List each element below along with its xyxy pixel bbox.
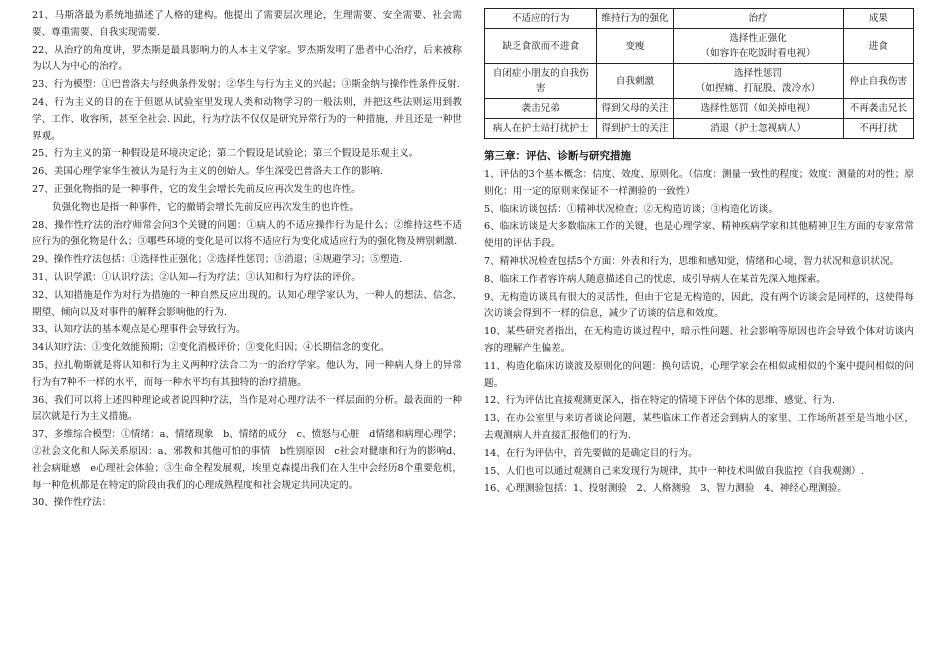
table-cell: 选择性惩罚 （如捏痛、打屁股、泼冷水）	[673, 64, 843, 99]
ch3-note-14: 14、在行为评估中，首先要做的是确定目的行为。	[484, 447, 698, 459]
table-row	[485, 99, 914, 119]
note-32: 32、认知措施是作为对行为措施的一种自然反应出现的。认知心理学家认为，一种人的想法、信念、期望、倾向以及对事件的解释会影响他的行为.	[32, 289, 462, 318]
ch3-note-7: 7、精神状况检查包括5个方面：外表和行为，思维和感知觉，情绪和心境，智力状况和意识状况。	[484, 255, 900, 267]
note-31: 31、认识学派：①认识疗法；②认知—行为疗法；③认知和行为疗法的评价。	[32, 271, 361, 283]
note-27: 27、正强化物指的是一种事件，它的发生会增长先前反应再次发生的也许性。	[32, 183, 361, 195]
chapter-title: 第三章：评估、诊断与研究措施	[484, 150, 631, 162]
right-column	[484, 8, 914, 499]
ch3-note-13: 13、在办公室里与来访者谈论问题，某些临床工作者还会到病人的家里、工作场所甚至是当地小区，去观测病人并直接汇报他们的行为.	[484, 413, 914, 441]
note-36: 36、我们可以将上述四种理论或者说四种疗法，当作是对心理疗法不一样层面的分析。最表面的一种层次就是行为主义措施。	[32, 394, 462, 423]
ch3-note-10: 10、某些研究者指出，在无构造访谈过程中，暗示性问题、社会影响等原因也许会导致个体对访谈内容的理解产生偏差。	[484, 326, 914, 354]
note-25: 25、行为主义的第一种假设是环境决定论；第二个假设是试验论；第三个假设是乐观主义。	[32, 148, 419, 160]
table-header: 不适应的行为	[485, 9, 597, 29]
table-cell: 袭击兄弟	[485, 99, 597, 119]
table-header: 治疗	[673, 9, 843, 29]
left-column	[32, 8, 462, 513]
note-22: 22、从治疗的角度讲，罗杰斯是最具影响力的人本主义学家。罗杰斯发明了患者中心治疗，后来被称为以人为中心的治疗。	[32, 44, 462, 73]
table-cell: 病人在护士站打扰护士	[485, 119, 597, 139]
table-cell: 不再袭击兄长	[843, 99, 913, 119]
table-cell: 变瘦	[597, 29, 673, 64]
note-28: 28、操作性疗法的治疗师常会问3个关键的问题：①病人的不适应操作行为是什么；②维持这些不适应行为的强化物是什么；③哪些环境的变化是可以将不适应行为变化成适应行为的强化物及辨别刺激.	[32, 219, 462, 248]
table-cell: 自我刺激	[597, 64, 673, 99]
table-cell: 进食	[843, 29, 913, 64]
table-row	[485, 119, 914, 139]
ch3-note-12: 12、行为评估比直接观测更深入，指在特定的情境下评估个体的思维、感觉、行为.	[484, 395, 836, 407]
note-27-negative: 负强化物也是指一种事件，它的撤销会增长先前反应再次发生的也许性。	[52, 201, 359, 213]
table-cell: 不再打扰	[843, 119, 913, 139]
ch3-note-11: 11、构造化临床访谈波及原则化的问题：换句话说，心理学家会在相似或相似的个案中提问相似的问题。	[484, 360, 914, 389]
ch3-note-15: 15、人们也可以通过观测自己来发现行为规律，其中一种技术叫做自我监控（自我观测）.	[484, 465, 864, 477]
ch3-note-9: 9、无构造访谈具有很大的灵活性，但由于它是无构造的，因此，没有两个访谈会是同样的，这使得每次访谈会得到不一样的信息，减少了访谈的信息和效度。	[484, 291, 914, 320]
table-cell: 选择性正强化 （如容许在吃饭时看电视）	[673, 29, 843, 64]
table-row	[485, 29, 914, 64]
table-cell: 缺乏食欲而不进食	[485, 29, 597, 64]
note-30: 30、操作性疗法：	[32, 497, 112, 509]
ch3-note-8: 8、临床工作者容许病人随意描述自己的忧虑，成引导病人在某首先深入地探索。	[484, 273, 826, 285]
note-37: 37、多维综合模型：①情绪：a、情绪现象 b、情绪的成分 c、愤怒与心脏 d情绪和病理心理学；②社会文化和人际关系原因：a、邪教和其他可怕的事情 b性别原因 c社会对健康和行为的影响d、社会病耻感 e心理社会体验；③生命全程发展观，埃里克森提出我们在人生中会经历8个重要危机，每一种危机都是在特定的阶段由我们的心理成熟程度和社会规定共同决定的。	[32, 429, 462, 491]
note-29: 29、操作性疗法包括：①选择性正强化；②选择性惩罚；③消退；④规避学习；⑤塑造.	[32, 254, 403, 266]
note-21: 21、马斯洛最为系统地描述了人格的建构。他提出了需要层次理论，生理需要、安全需要、社会需要、尊重需要、自我实现需要.	[32, 10, 462, 38]
table-cell: 选择性惩罚（如关掉电视）	[673, 99, 843, 119]
table-header: 维持行为的强化	[597, 9, 673, 29]
table-cell: 消退（护士忽视病人）	[673, 119, 843, 139]
table-cell: 得到护士的关注	[597, 119, 673, 139]
note-23: 23、行为模型：①巴普洛夫与经典条件发射；②华生与行为主义的兴起；③斯金纳与操作性条件反射.	[32, 79, 460, 91]
ch3-note-5: 5、临床访谈包括：①精神状况检查；②无构造访谈；③构造化访谈。	[484, 203, 778, 215]
note-24: 24、行为主义的目的在于但愿从试验室里发现人类和动物学习的一般法则，并把这些法则运用到教学、工作、收容所，甚至全社会. 因此，行为疗法不仅仅是研究异常行为的一种措施，并且还是一种世界观。	[32, 96, 462, 142]
note-35: 35、拉扎勒斯就是将认知和行为主义两种疗法合二为一的治疗学家。他认为，同一种病人身上的异常行为有7种不一样的水平，而每一种水平均有其独特的治疗措施。	[32, 359, 462, 388]
note-33: 33、认知疗法的基本观点是心理事件会导致行为。	[32, 324, 246, 336]
ch3-note-6: 6、临床访谈是大多数临床工作的关键，也是心理学家、精神疾病学家和其他精神卫生方面的专家常常使用的评估手段。	[484, 221, 914, 250]
note-34: 34认知疗法：①变化效能预期；②变化消极评价；③变化归因；④长期信念的变化。	[32, 342, 390, 354]
table-cell: 得到父母的关注	[597, 99, 673, 119]
ch3-note-16: 16、心理测验包括：1、投射测验 2、人格测验 3、智力测验 4、神经心理测验。	[484, 483, 847, 495]
table-cell: 自闭症小朋友的自我伤害	[485, 64, 597, 99]
table-header: 成果	[843, 9, 913, 29]
operant-therapy-table	[484, 8, 914, 139]
note-26: 26、美国心理学家华生被认为是行为主义的创始人。华生深受巴普洛夫工作的影响.	[32, 166, 384, 178]
table-cell: 停止自我伤害	[843, 64, 913, 99]
table-row	[485, 64, 914, 99]
table-header-row	[485, 9, 914, 29]
ch3-note-1: 1、评估的3个基本概念：信度、效度、原则化。（信度：测量一致性的程度；效度：测量的对的性；原则化：用一定的原则来保证不一样测验的一致性）	[484, 169, 914, 197]
